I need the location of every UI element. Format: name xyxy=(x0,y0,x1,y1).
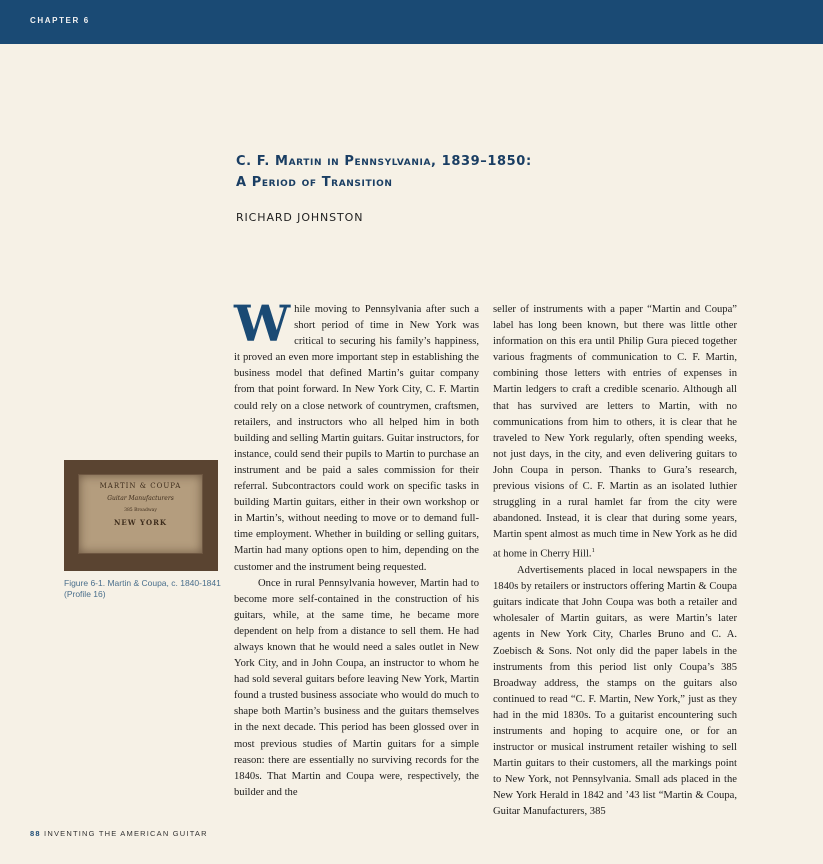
article-author: RICHARD JOHNSTON xyxy=(236,211,364,224)
text-column-left xyxy=(234,294,479,801)
figure-caption-line-2: (Profile 16) xyxy=(64,589,106,599)
text-column-right xyxy=(493,302,737,821)
paragraph-text: hile moving to Pennsylvania after such a short period of time in New York was critical to securing his family’s happiness, it proved an even more important step in establishing the business model that defined Martin’s guitar company from that point forward. In New York City, C. F. Martin could rely on a close network of countrymen, craftsmen, retailers, and instructors who all helped him in both building and selling Martin guitars. Guitar instructors, for instance, could send their pupils to Martin to purchase an instrument and be paid a sales commission for their referral. Subcontractors could work on specific tasks in building Martin guitars, either in their own workshop or in Martin’s, without needing to move or to demand full-time employment. Whether in building or selling guitars, Martin had many options open to him, depending on the customer and the instrument being requested. xyxy=(234,304,479,573)
paragraph xyxy=(234,294,479,576)
paragraph: Once in rural Pennsylvania however, Martin had to become more self-contained in the construction of his guitars, while, at the same time, he became more dependent on help from a distance to sell them. He had always known that he would need a sales outlet in New York City, and in John Coupa, an instructor to whom he had sold several guitars before leaving New York, Martin found a trusted business associate who would do much to shape both Martin’s business and the guitars themselves in the next decade. This period has been glossed over in most previous studies of Martin guitars for a simple reason: there are essentially no surviving records for the 1840s. That Martin and Coupa were, respectively, the builder and the xyxy=(234,577,479,798)
page-footer xyxy=(30,829,208,838)
article-title xyxy=(236,151,756,193)
paragraph xyxy=(493,302,737,563)
label-text-line-3: 385 Broadway xyxy=(124,508,157,513)
figure-caption-line-1: Figure 6-1. Martin & Coupa, c. 1840-1841 xyxy=(64,578,221,588)
paragraph: Advertisements placed in local newspapers in the 1840s by retailers or instructors offering Martin & Coupa guitars indicate that John Coupa was both a retailer and wholesaler of Martin guitars, as were Martin’s later agents in New York City, Charles Bruno and C. A. Zoebisch & Sons. Not only did the paper labels in the instruments from this period list only Coupa’s 385 Broadway address, the stamps on the guitars also continued to read “C. F. Martin, New York,” just as they had in the mid 1830s. To a guitarist encountering such instruments and hoping to acquire one, or for an instructor or musical instrument retailer wishing to sell Martin guitars to their customers, all the markings point to New York, not Pennsylvania. Small ads placed in the New York Herald in 1842 and ’43 list “Martin & Coupa, Guitar Manufacturers, 385 xyxy=(493,565,737,818)
label-text-line-1: MARTIN & COUPA xyxy=(99,482,182,490)
figure-caption xyxy=(64,578,224,600)
article-title-line-1: C. F. Martin in Pennsylvania, 1839–1850: xyxy=(236,154,532,169)
drop-cap: W xyxy=(234,294,291,353)
footnote-reference: 1 xyxy=(591,547,595,555)
label-text-line-2: Guitar Manufacturers xyxy=(107,495,174,502)
guitar-paper-label xyxy=(78,474,203,554)
running-title: INVENTING THE AMERICAN GUITAR xyxy=(44,829,208,838)
label-text-line-4: NEW YORK xyxy=(113,518,168,527)
figure-martin-coupa-label-photo xyxy=(64,460,218,571)
page-number: 88 xyxy=(30,829,41,838)
article-title-line-2: A Period of Transition xyxy=(236,175,393,190)
chapter-header-band xyxy=(0,0,823,44)
chapter-label: CHAPTER 6 xyxy=(30,16,90,25)
paragraph-text: seller of instruments with a paper “Martin and Coupa” label has long been known, but there was little other information on this era until Philip Gura pieced together various fragments of communication to C. F. Martin, combining those letters with entries of expenses in Martin ledgers to craft a credible scenario. Although all that has survived are letters to Martin, with no communications from him to others, it is clear that he traveled to New York regularly, often spending weeks, not just days, in the city, and even delivering guitars to John Coupa in person. Thanks to Gura’s research, previous visions of C. F. Martin as an isolated luthier struggling in a rural hamlet far from the city were abandoned. Instead, it is clear that during some years, Martin spent almost as much time in New York as he did at home in Cherry Hill. xyxy=(493,304,737,560)
